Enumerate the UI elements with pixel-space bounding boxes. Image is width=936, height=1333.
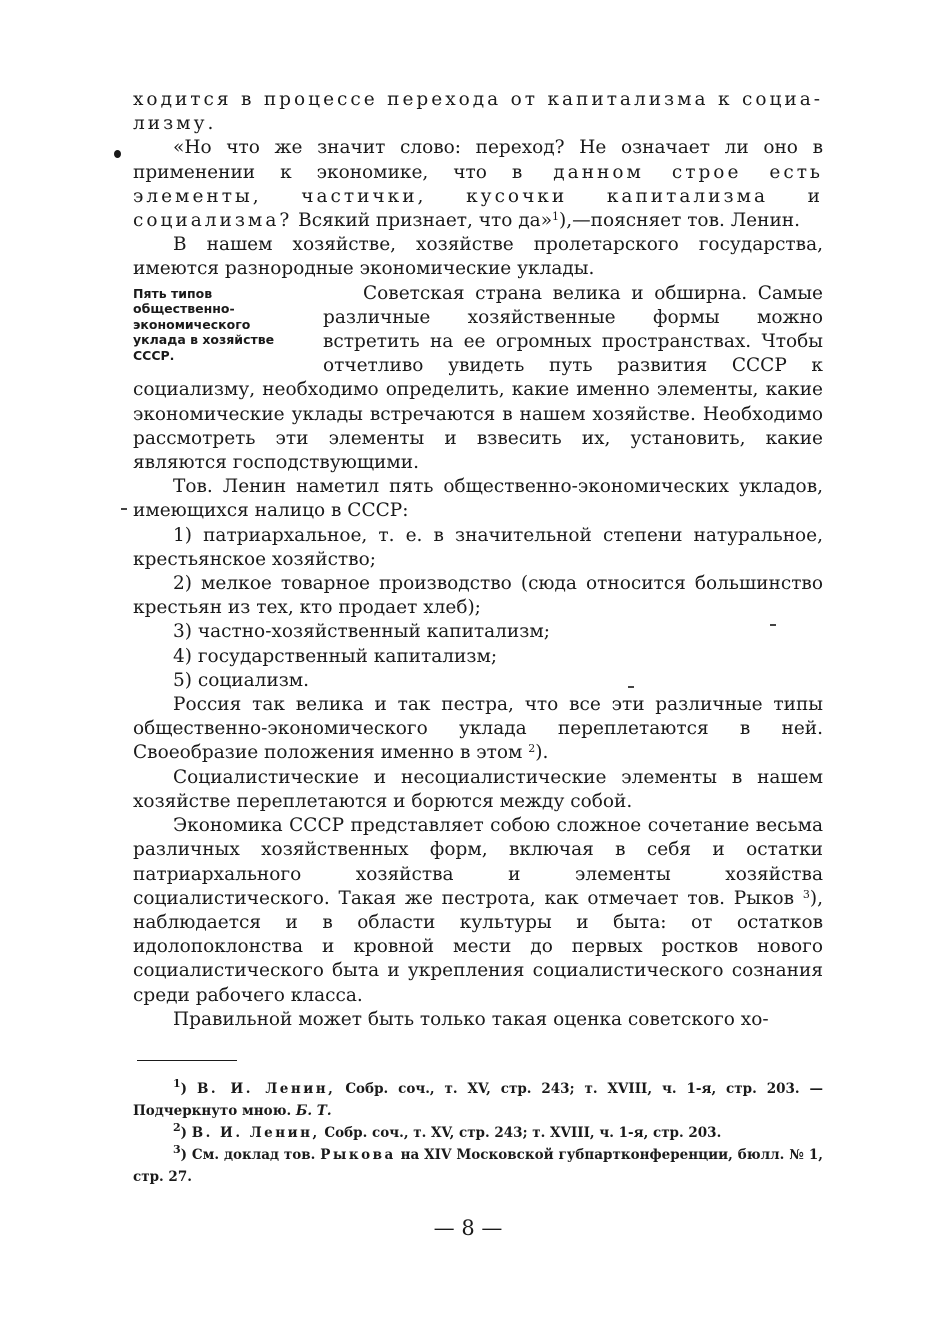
- paragraph-8: Экономика СССР представляет собою сложное сочетание весьма различных хозяйственных форм, включая в себя и остатки патриархального хозяйства и элементы хозяйства социалистического. Такая же пестрота, как отмечает тов. Рыков $^3$), наблюдается и в области культуры и быта: от остатков идолопоклонства и кровной мести до первых ростков нового социалистического быта и укрепления социалистического сознания среди рабочего класса.: [133, 815, 823, 1006]
- footnote-1: $^1$) В. И. Ленин, Собр. соч., т. XV, стр. 243; т. XVIII, ч. 1-я, стр. 203. — Подчеркнуто мною. Б. Т.: [133, 1077, 824, 1119]
- footnote-2: $^2$) В. И. Ленин, Собр. соч., т. XV, стр. 243; т. XVIII, ч. 1-я, стр. 203.: [173, 1121, 722, 1141]
- paragraph-4: Советская страна велика и обширна. Самые различные хозяйственные формы можно встретить на ее огромных пространствах. Чтобы отчетливо увидеть путь развития СССР к социализму, необходимо определить, какие именно элементы, какие экономические уклады встречаются в нашем хозяйстве. Необходимо рассмотреть эти элементы и взвесить их, установить, какие являются господствующими.: [133, 282, 823, 474]
- list-item: 4) государственный капитализм;: [173, 645, 498, 667]
- ink-speck: [121, 508, 127, 510]
- list-item: 5) социализм.: [173, 669, 310, 691]
- spaced-text: ходится в процессе перехода от капитализма к социа-: [133, 89, 823, 110]
- paragraph-9: Правильной может быть только такая оценка советского хо-: [173, 1008, 769, 1030]
- spaced-text: в данном строе есть элементы, частички, кусочки капитализма и социализма?: [133, 161, 823, 232]
- paragraph-7: Социалистические и несоциалистические элементы в нашем хозяйстве переплетаются и борются между собой.: [133, 766, 823, 812]
- ink-blot: [114, 150, 121, 158]
- margin-note: Пять типов общественно-экономического уклада в хозяйстве СССР.: [133, 285, 275, 363]
- spaced-text: лизму.: [133, 113, 217, 135]
- list-item: 1) патриархальное, т. е. в значительной степени натуральное, крестьянское хозяйство;: [133, 524, 823, 570]
- paragraph-5: Тов. Ленин наметил пять общественно-экономических укладов, имеющихся налицо в СССР:: [133, 476, 823, 522]
- footnote-ref: 2: [528, 742, 536, 756]
- paragraph-1: [133, 88, 823, 136]
- paragraph-3: В нашем хозяйстве, хозяйстве пролетарского государства, имеются разнородные экономические уклады.: [133, 234, 823, 280]
- footnote-ref: 1: [552, 210, 560, 224]
- footnotes: [133, 1078, 823, 1188]
- paragraph-2: «Но что же значит слово: переход? Не означает ли оно в применении к экономике, что в данном строе есть элементы, частички, кусочки капитализма и социализма? Всякий признает, что да»$^1$),—поясняет тов. Ленин.: [133, 137, 823, 232]
- footnote-divider: [137, 1060, 237, 1061]
- section-with-margin-note: [133, 282, 823, 476]
- paragraph-6: Россия так велика и так пестра, что все эти различные типы общественно-экономического уклада переплетаются в ней. Своеобразие положения именно в этом $^2$).: [133, 694, 823, 764]
- list-item: 3) частно-хозяйственный капитализм;: [173, 621, 550, 643]
- main-text: [133, 88, 823, 1032]
- page-number: — 8 —: [433, 1216, 503, 1240]
- footnote-3: $^3$) См. доклад тов. Рыкова на XIV Московской губпартконференции, бюлл. № 1, стр. 27.: [133, 1143, 824, 1185]
- footnote-ref: 3: [802, 887, 810, 901]
- list-item: 2) мелкое товарное производство (сюда относится большинство крестьян из тех, кто продает хлеб);: [133, 573, 823, 619]
